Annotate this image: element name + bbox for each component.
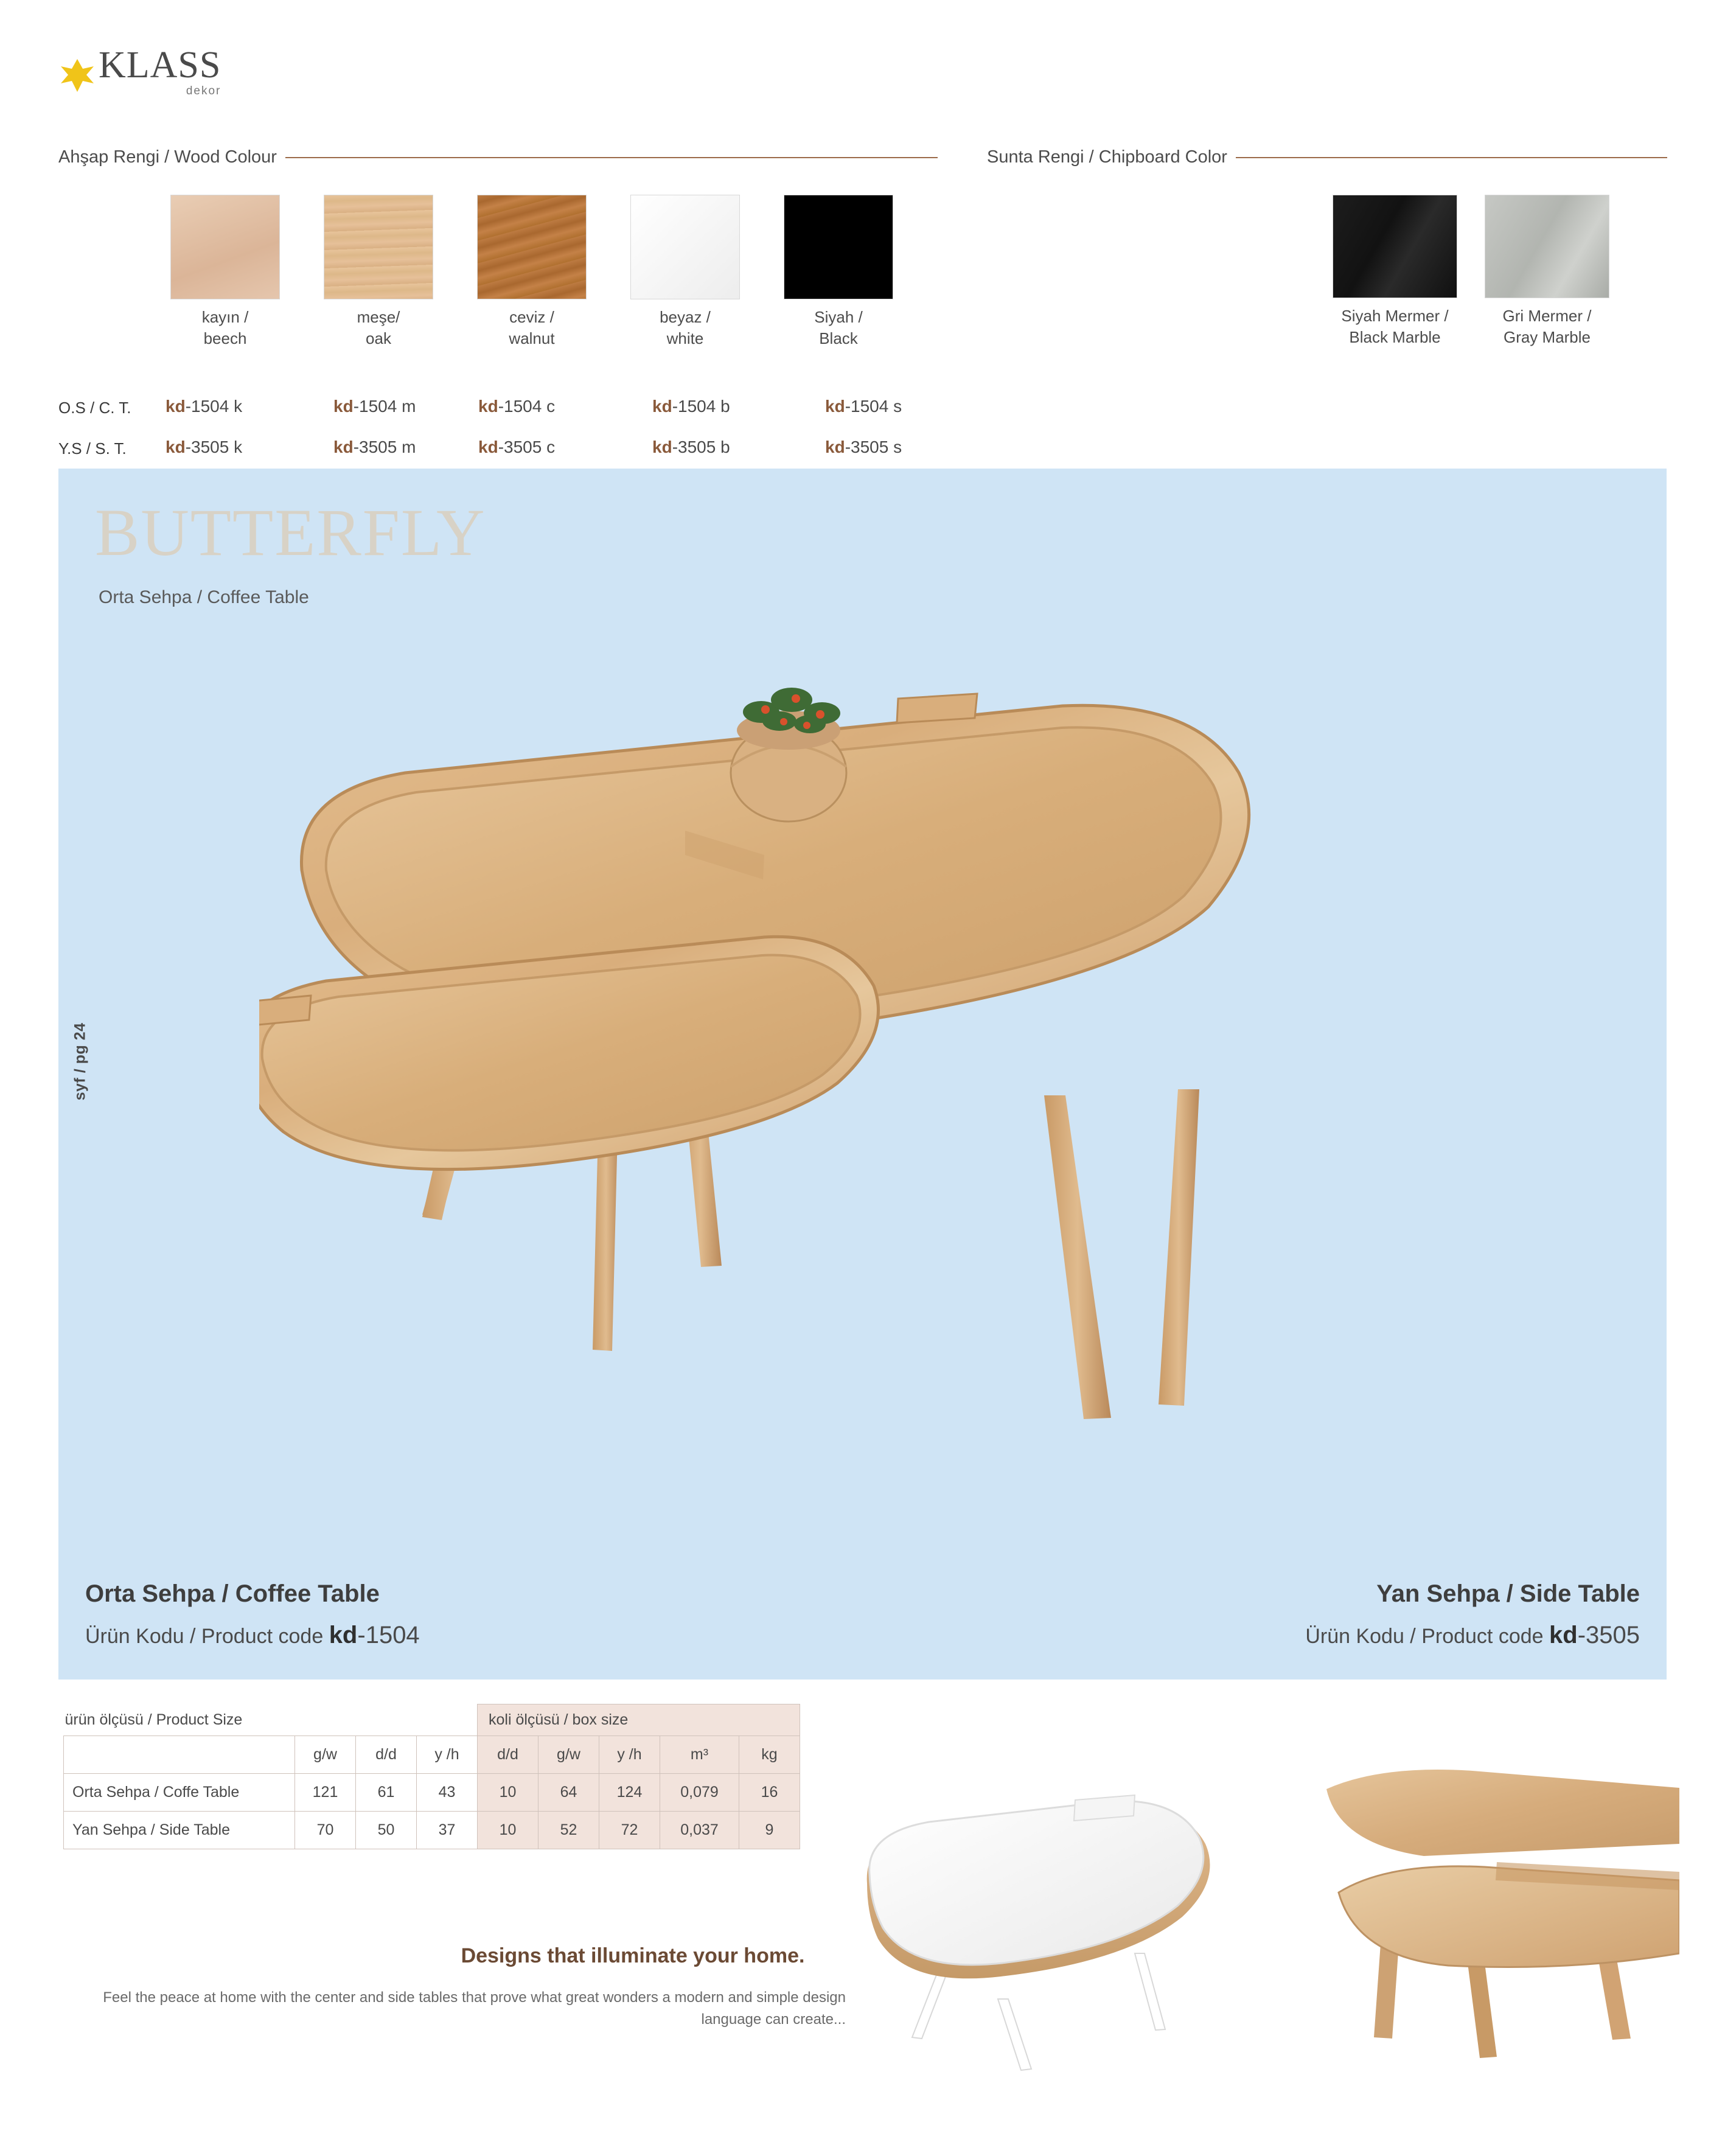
swatch-black-marble[interactable] [1333,195,1457,348]
marketing-tagline: Designs that illuminate your home. [461,1944,805,1967]
row-label-coffee-table: Orta Sehpa / Coffe Table [64,1774,295,1812]
row-label-side-table: Yan Sehpa / Side Table [64,1812,295,1849]
cell-kg: 9 [739,1812,800,1849]
col-dd: d/d [356,1736,417,1774]
cell-gw: 121 [295,1774,356,1812]
table-row [64,1774,800,1812]
swatch-black[interactable] [784,195,893,349]
product-photo-detail [1314,1753,1679,2118]
group-product-size: ürün ölçüsü / Product Size [64,1711,243,1728]
code-row-label-ct: O.S / C. T. [58,399,131,417]
section-header-wood-label: Ahşap Rengi / Wood Colour [58,147,277,167]
divider-line [285,157,938,158]
group-box-size: koli ölçüsü / box size [478,1704,800,1736]
code-row-label-st: Y.S / S. T. [58,439,127,458]
swatch-chip [784,195,893,299]
col-kg: kg [739,1736,800,1774]
swatch-white[interactable] [630,195,740,349]
swatch-label-tr: beyaz / [660,308,711,326]
swatch-label-en: walnut [509,329,555,348]
col-m3: m³ [660,1736,739,1774]
swatch-label-en: oak [366,329,391,348]
code-ct-oak: kd-1504 m [333,397,416,416]
cell-box-gw: 64 [538,1774,599,1812]
swatch-gray-marble[interactable] [1485,195,1609,348]
swatch-label-tr: meşe/ [357,308,400,326]
code-ct-walnut: kd-1504 c [478,397,556,416]
swatch-label-tr: Siyah / [814,308,863,326]
swatch-walnut[interactable] [477,195,587,349]
marketing-blurb: Feel the peace at home with the center and side tables that prove what great wonders a modern and simple design language can create... [103,1989,846,2028]
cell-gw: 70 [295,1812,356,1849]
swatch-chip [477,195,587,299]
code-st-black: kd-3505 s [825,438,902,456]
code-ct-white: kd-1504 b [652,397,730,416]
swatch-label-en: Gray Marble [1503,328,1591,347]
product-photo-white-variant [849,1753,1263,2118]
code-st-oak: kd-3505 m [333,438,416,456]
cell-box-yh: 124 [599,1774,660,1812]
swatch-oak[interactable] [324,195,433,349]
table-row [64,1812,800,1849]
section-header-chipboard [987,147,1667,167]
swatch-label-en: white [666,329,704,348]
col-box-gw: g/w [538,1736,599,1774]
product-subtitle: Orta Sehpa / Coffee Table [99,587,309,607]
code-ct-black: kd-1504 s [825,397,902,416]
hero-right-title: Yan Sehpa / Side Table [1376,1580,1640,1607]
swatch-label-en: Black Marble [1349,328,1441,347]
swatch-chip [630,195,740,299]
swatch-label-tr: Gri Mermer / [1502,307,1592,325]
section-header-chipboard-label: Sunta Rengi / Chipboard Color [987,147,1227,167]
col-box-yh: y /h [599,1736,660,1774]
table-group-row [64,1704,800,1736]
cell-box-gw: 52 [538,1812,599,1849]
brand-logo [58,44,221,98]
col-blank [64,1736,295,1774]
table-header-row [64,1736,800,1774]
swatch-chip [1485,195,1609,298]
code-st-white: kd-3505 b [652,438,730,456]
code-st-walnut: kd-3505 c [478,438,556,456]
hero-panel [58,469,1667,1680]
swatch-chip [324,195,433,299]
code-st-beech: kd-3505 k [166,438,243,456]
col-box-dd: d/d [478,1736,538,1774]
page-marker: syf / pg 24 [71,1022,89,1101]
swatch-label-tr: Siyah Mermer / [1341,307,1449,325]
swatch-chip [1333,195,1457,298]
coffee-table-photo [259,669,1415,1582]
brand-subname: dekor [186,84,221,97]
leaf-icon [58,57,96,94]
cell-yh: 43 [417,1774,478,1812]
section-header-wood [58,147,938,167]
hero-left-code: Ürün Kodu / Product code kd-1504 [85,1622,420,1648]
cell-yh: 37 [417,1812,478,1849]
col-gw: g/w [295,1736,356,1774]
divider-line [1236,157,1667,158]
cell-m3: 0,037 [660,1812,739,1849]
cell-box-yh: 72 [599,1812,660,1849]
swatch-beech[interactable] [170,195,280,349]
cell-box-dd: 10 [478,1774,538,1812]
cell-box-dd: 10 [478,1812,538,1849]
hero-right-code: Ürün Kodu / Product code kd-3505 [1305,1622,1640,1648]
swatch-label-en: Black [819,329,858,348]
cell-kg: 16 [739,1774,800,1812]
swatch-label-en: beech [203,329,247,348]
hero-left-title: Orta Sehpa / Coffee Table [85,1580,380,1607]
swatch-label-tr: kayın / [201,308,249,326]
col-yh: y /h [417,1736,478,1774]
swatch-chip [170,195,280,299]
code-ct-beech: kd-1504 k [166,397,243,416]
cell-dd: 61 [356,1774,417,1812]
spec-table [63,1704,800,1849]
product-title: BUTTERFLY [95,495,486,570]
swatch-label-tr: ceviz / [509,308,554,326]
cell-m3: 0,079 [660,1774,739,1812]
cell-dd: 50 [356,1812,417,1849]
brand-name: KLASS [99,44,221,86]
